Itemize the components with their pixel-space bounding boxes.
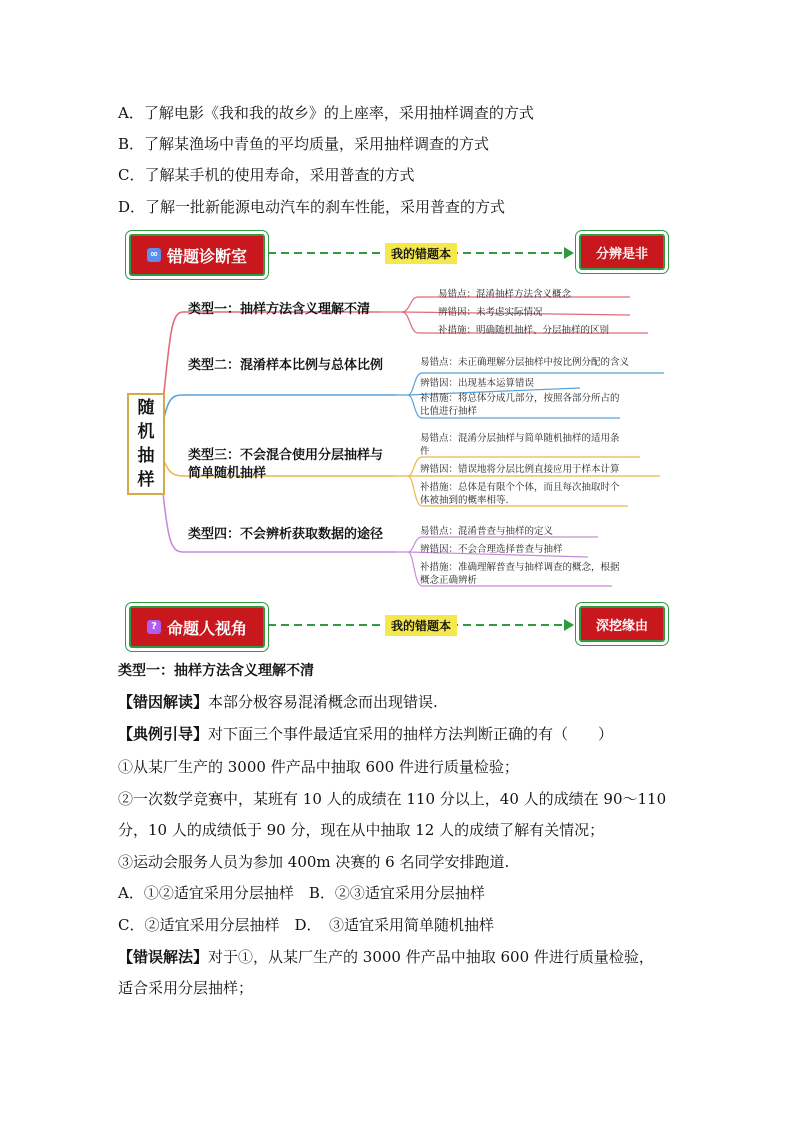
- type2-leaf-2: 辨错因：出现基本运算错误: [420, 378, 535, 389]
- banner-error-clinic-label: 错题诊断室: [166, 246, 247, 266]
- option-b: B．了解某渔场中青鱼的平均质量，采用抽样调查的方式: [118, 135, 490, 153]
- mindmap-type-2: 类型二：混淆样本比例与总体比例: [188, 358, 384, 373]
- mindmap-center-node: [127, 393, 165, 495]
- example-label: 【典例引导】: [118, 725, 209, 743]
- type1-leaf-3: 补措施：明确随机抽样、分层抽样的区别: [438, 325, 610, 336]
- option-a: A．了解电影《我和我的故乡》的上座率，采用抽样调查的方式: [118, 104, 534, 122]
- item-2-cont: 分，10 人的成绩低于 90 分，现在从中抽取 12 人的成绩了解有关情况；: [118, 821, 605, 839]
- item-1: ①从某厂生产的 3000 件产品中抽取 600 件进行质量检验；: [118, 758, 519, 776]
- banner2-middle-label: 我的错题本: [385, 615, 457, 636]
- type3-leaf-2: 辨错因：错误地将分层比例直接应用于样本计算: [420, 464, 620, 475]
- banner-discern-label: 分辨是非: [595, 246, 648, 262]
- type1-leaf-2: 辨错因：未考虑实际情况: [438, 307, 543, 318]
- type3-leaf-1: 易错点：混淆分层抽样与简单随机抽样的适用条件: [420, 433, 620, 457]
- section-heading: 类型一：抽样方法含义理解不清: [118, 663, 314, 679]
- item-3: ③运动会服务人员为参加 400m 决赛的 6 名同学安排跑道.: [118, 853, 510, 871]
- banner-setter-view: [129, 606, 265, 648]
- center-char-1: 随: [137, 398, 155, 418]
- type2-leaf-3: 补措施：将总体分成几部分，按照各部分所占的比值进行抽样: [420, 393, 620, 417]
- center-char-4: 样: [137, 470, 155, 490]
- mindmap-type-1: 类型一：抽样方法含义理解不清: [188, 302, 371, 317]
- link-icon: ∞: [147, 248, 161, 262]
- type4-leaf-3: 补措施：准确理解普查与抽样调查的概念，根据概念正确辨析: [420, 562, 620, 586]
- type1-leaf-1: 易错点：混淆抽样方法含义概念: [438, 289, 572, 300]
- type3-leaf-3: 补措施：总体是有限个个体，而且每次抽取时个体被抽到的概率相等.: [420, 482, 620, 506]
- wrong-text-1: 对于①，从某厂生产的 3000 件产品中抽取 600 件进行质量检验，: [208, 948, 654, 966]
- choice-cd: C．②适宜采用分层抽样 D． ③适宜采用简单随机抽样: [118, 916, 495, 934]
- option-d: D．了解一批新能源电动汽车的刹车性能，采用普查的方式: [118, 198, 506, 216]
- option-c: C．了解某手机的使用寿命，采用普查的方式: [118, 166, 415, 184]
- example-line: [118, 723, 613, 744]
- item-2: ②一次数学竞赛中，某班有 10 人的成绩在 110 分以上，40 人的成绩在 90～110: [118, 790, 667, 808]
- mindmap-type-3: 类型三：不会混合使用分层抽样与简单随机抽样: [188, 448, 384, 481]
- wrong-text-2: 适合采用分层抽样；: [118, 979, 254, 997]
- wrong-line: [118, 946, 654, 967]
- center-char-3: 抽: [137, 446, 155, 466]
- cause-line: [118, 691, 438, 712]
- example-text: 对下面三个事件最适宜采用的抽样方法判断正确的有（ ）: [208, 725, 614, 743]
- type4-leaf-1: 易错点：混淆普查与抽样的定义: [420, 526, 554, 537]
- type2-leaf-1: 易错点：未正确理解分层抽样中按比例分配的含义: [420, 357, 630, 368]
- question-icon: ?: [147, 620, 161, 634]
- center-char-2: 机: [137, 422, 155, 442]
- banner-dig-deep-label: 深挖缘由: [595, 618, 648, 634]
- banner1-middle-label: 我的错题本: [385, 243, 457, 264]
- cause-text: 本部分极容易混淆概念而出现错误.: [208, 693, 438, 711]
- banner-setter-view-label: 命题人视角: [166, 618, 247, 638]
- type4-leaf-2: 辨错因：不会合理选择普查与抽样: [420, 544, 563, 555]
- banner-dig-deep: [579, 606, 665, 642]
- cause-label: 【错因解读】: [118, 693, 209, 711]
- wrong-label: 【错误解法】: [118, 948, 209, 966]
- choice-ab: A．①②适宜采用分层抽样 B．②③适宜采用分层抽样: [118, 884, 485, 902]
- mindmap-type-4: 类型四：不会辨析获取数据的途径: [188, 527, 384, 542]
